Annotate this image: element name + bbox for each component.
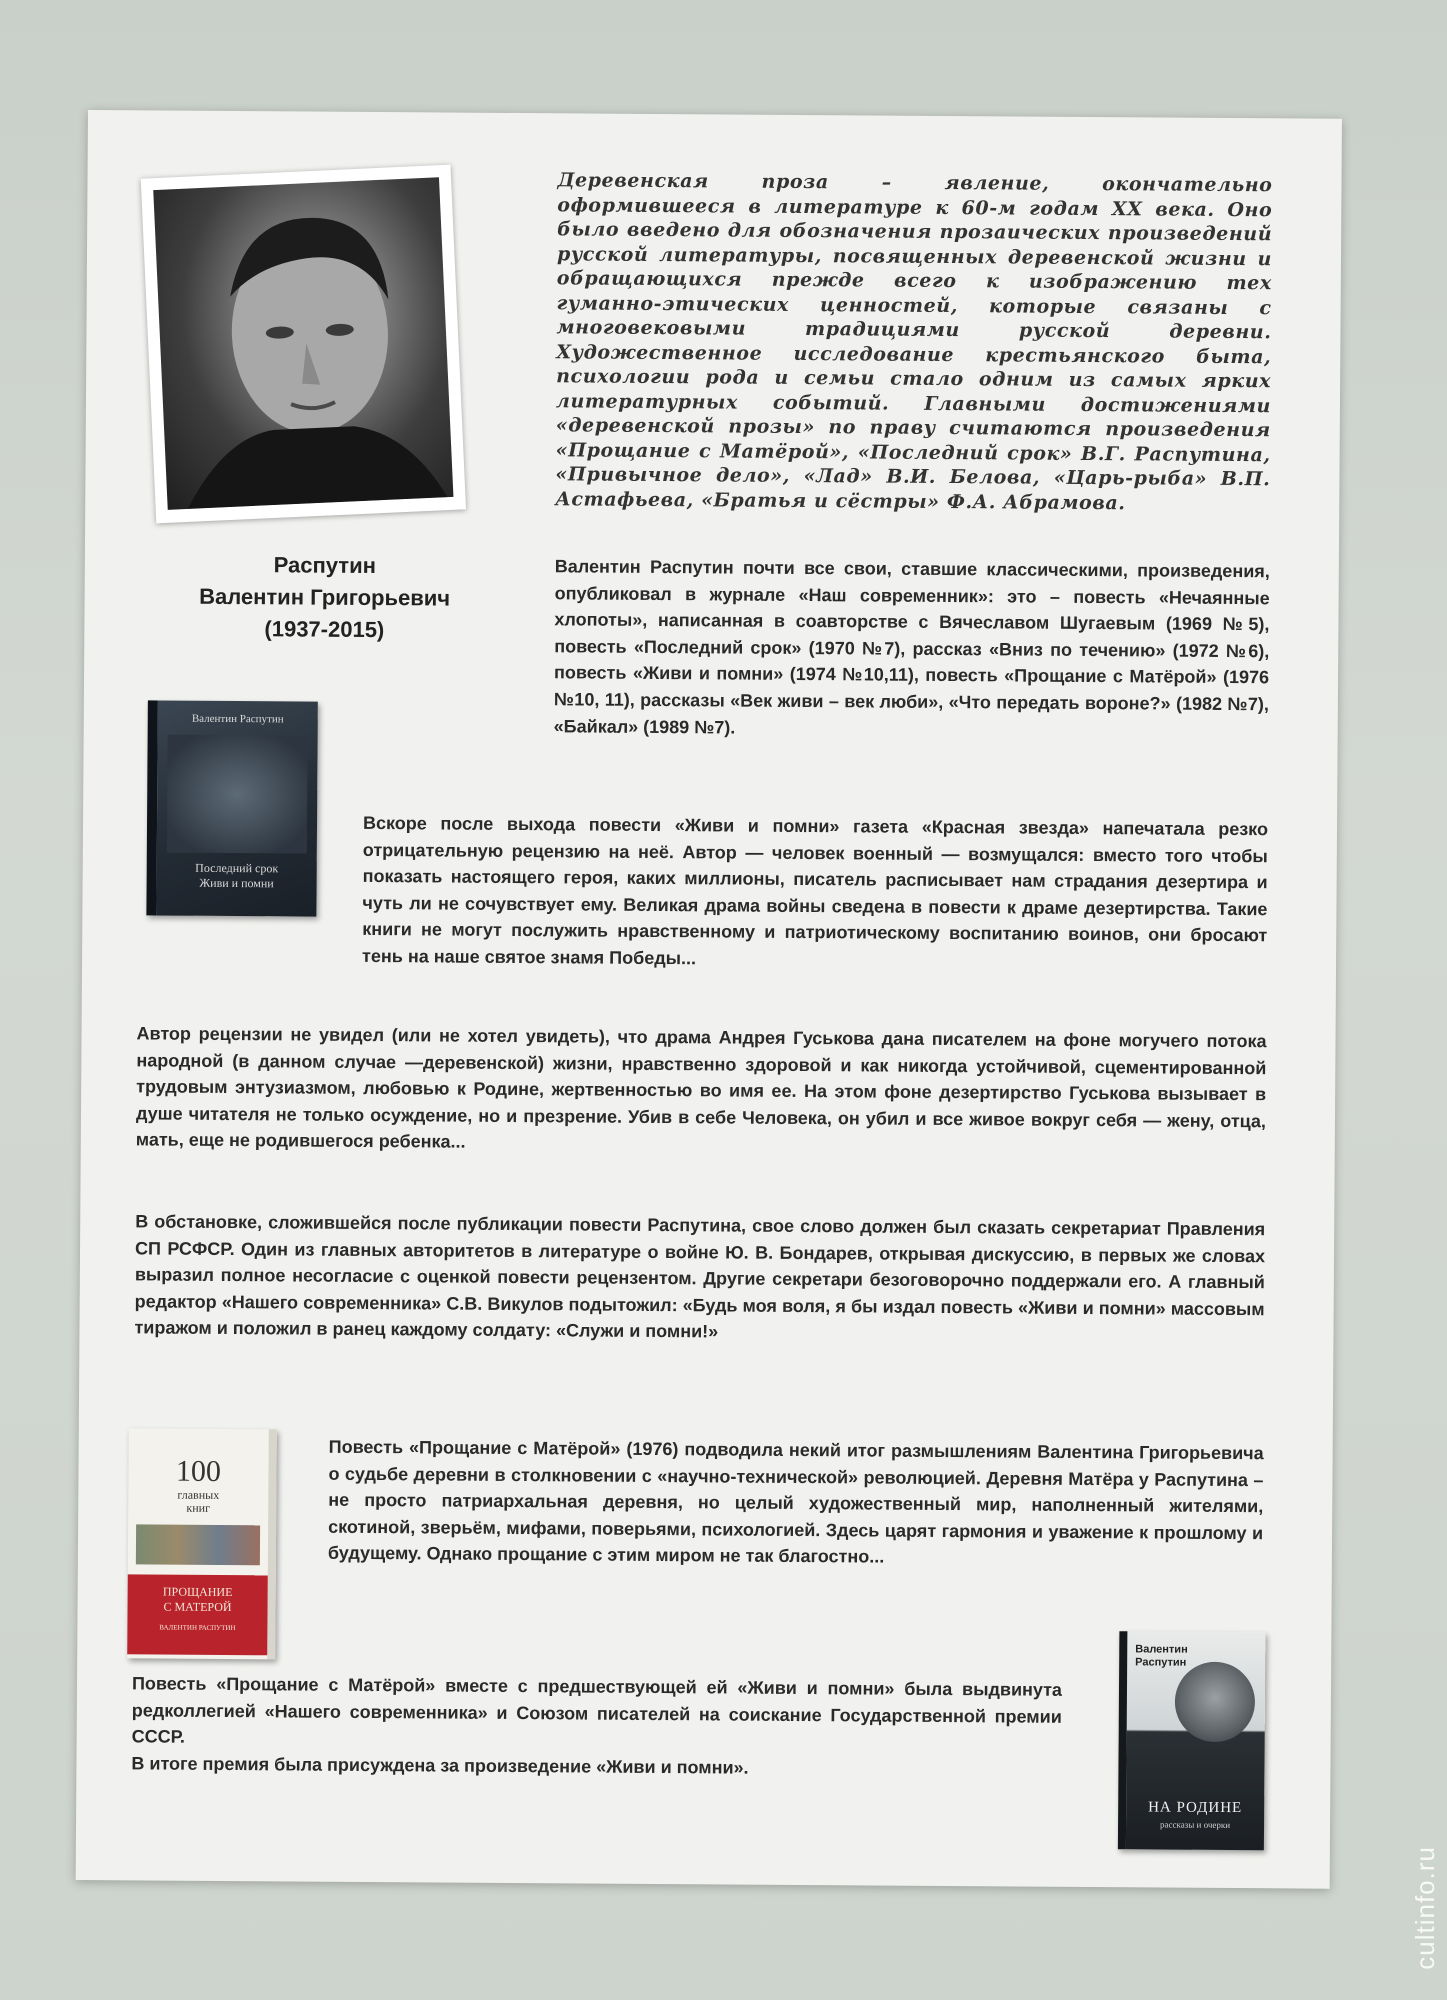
book2-title-block (127, 1574, 268, 1655)
portrait-silhouette (153, 177, 453, 510)
book2-number: 100 (175, 1454, 222, 1488)
book3-author-line2: Распутин (1135, 1656, 1187, 1669)
book-cover-posledny-srok (146, 700, 317, 916)
book3-portrait (1175, 1662, 1256, 1743)
paragraph-prize-result: В итоге премия была присуждена за произведение «Живи и помни». (131, 1753, 749, 1778)
paragraph-reviewer-missed: Автор рецензии не увидел (или не хотел увидеть), что драма Андрея Гуськова дана писателем на фоне могучего потока народной (в данном случае —деревенской) жизни, нравственно здоровой и как никогда устойчивой, сцементированной трудовым энтузиазмом, любовью к Родине, жертвенностью во имя ее. На этом фоне дезертирство Гуськова вызывает в душе читателя не только осуждение, но и презрение. Убив в себе Человека, он убил и все живое вокруг себя — жену, отца, мать, еще не родившегося ребенка... (135, 1023, 1267, 1153)
exhibition-poster (76, 110, 1342, 1889)
paragraph-review: Вскоре после выхода повести «Живи и помни» газета «Красная звезда» напечатала резко отрицательную рецензию на неё. Автор — человек военный — возмущался: вместо того чтобы показать настоящего героя, каких миллионы, писатель расписывает нам страдания дезертира и чуть ли не сочувствует ему. Великая драма войны сведена в повести к драме дезертирства. Такие книги не могут послужить нравственному и патриотическому воспитанию воинов, они бросают тень на наше святое знамя Победы... (362, 812, 1269, 969)
author-given-name: Валентин Григорьевич (199, 583, 451, 611)
book2-series (128, 1488, 268, 1515)
book3-subtitle: рассказы и очерки (1159, 1819, 1231, 1831)
portrait-frame (141, 165, 466, 524)
book2-title-line1: ПРОЩАНИЕ (162, 1584, 233, 1600)
book-cover-proshchanie (127, 1428, 277, 1659)
book2-series-line2: книг (186, 1500, 211, 1515)
book2-cover-strip (136, 1524, 260, 1565)
author-years: (1937-2015) (264, 616, 385, 643)
book3-author (1135, 1643, 1188, 1669)
book1-title (165, 861, 309, 892)
author-caption (144, 548, 505, 647)
paragraph-publications: Валентин Распутин почти все свои, ставшие классическими, произведения, опубликовал в журнале «Наш современник»: это – повесть «Нечаянные хлопоты», написанная в соавторстве с Вячеславом Шугаевым (1969 №5), повесть «Последний срок» (1970 №7), рассказ «Вниз по течению» (1972 №6), повесть «Живи и помни» (1974 №10,11), повесть «Прощание с Матёрой» (1976 №10, 11), рассказы «Век живи – век люби», «Что передать вороне?» (1982 №7), «Байкал» (1989 №7). (553, 556, 1270, 738)
author-portrait-photo (153, 177, 453, 510)
book2-title-line2: С МАТЕРОЙ (163, 1599, 232, 1615)
paragraph-prize-nomination: Повесть «Прощание с Матёрой» вместе с предшествующей ей «Живи и помни» была выдвинута редколлегией «Нашего современника» и Союзом писателей на соискание Государственной премии СССР. (131, 1673, 1063, 1747)
intro-paragraph: Деревенская проза – явление, окончательно оформившееся в литературе к 60-м годам XX века. Оно было введено для обозначения прозаических произведений русской литературы, посвященных деревенской жизни и обращающихся прежде всего к изображению тех гуманно-этических ценностей, которые связаны с многовековыми традициями русской деревни. Художественное исследование крестьянского быта, психологии рода и семьи стало одним из самых ярких литературных событий. Главными достижениями «деревенской прозы» по праву считаются произведения «Прощание с Матёрой», «Последний срок» В.Г. Распутина, «Привычное дело», «Лад» В.И. Белова, «Царь-рыба» В.П. Астафьева, «Братья и сёстры» Ф.А. Абрамова. (555, 169, 1273, 514)
author-surname: Распутин (273, 552, 377, 579)
book1-title-line1: Последний срок (195, 860, 279, 876)
paragraph-matera: Повесть «Прощание с Матёрой» (1976) подводила некий итог размышлениям Валентина Григорьевича о судьбе деревни в столкновении с «научно-технической» революцией. Деревня Матёра у Распутина – не просто патриархальная деревня, но целый художественный мир, наполненный жителями, скотиной, зверьём, мифами, поверьями, психологией. Здесь царят гармония и уважение к прошлому и будущему. Однако прощание с этим миром не так благостно... (327, 1436, 1264, 1567)
book3-author-line1: Валентин (1135, 1643, 1188, 1656)
paragraph-secretariat: В обстановке, сложившейся после публикации повести Распутина, свое слово должен был сказать секретариат Правления СП РСФСР. Один из главных авторитетов в литературе о войне Ю. В. Бондарев, открывая дискуссию, в первых же словах выразил полное несогласие с оценкой повести рецензентом. Другие секретари безоговорочно поддержали его. А главный редактор «Нашего современника» С.В. Викулов подытожил: «Будь моя воля, я бы издал повесть «Живи и помни» массовым тиражом и положил в ранец каждому солдату: «Служи и помни!» (134, 1211, 1266, 1342)
book3-title: НА РОДИНЕ (1148, 1799, 1243, 1817)
book2-author: ВАЛЕНТИН РАСПУТИН (159, 1623, 236, 1633)
site-watermark: cultinfo.ru (1410, 1846, 1440, 1970)
book1-title-line2: Живи и помни (199, 875, 274, 891)
book1-cover-art (167, 735, 308, 854)
paragraph-prize (131, 1670, 1062, 1783)
book-cover-na-rodine (1118, 1631, 1266, 1850)
book2-series-line1: главных (177, 1487, 220, 1502)
book1-author: Валентин Распутин (191, 712, 284, 726)
